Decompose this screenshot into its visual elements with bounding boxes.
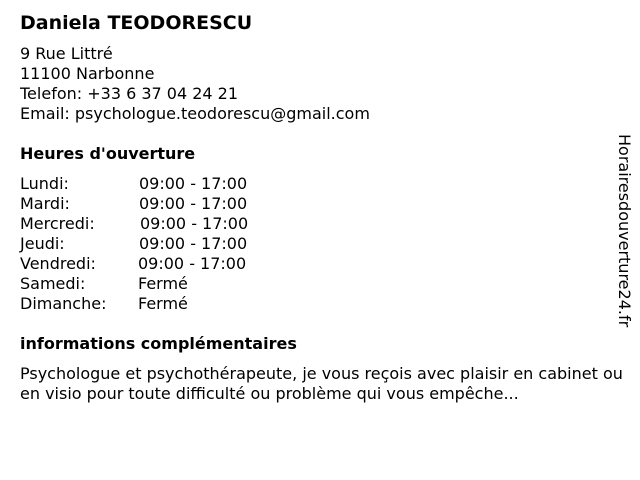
day-label: Dimanche:	[20, 294, 107, 313]
day-hours: 09:00 - 17:00	[139, 234, 248, 253]
day-hours: Fermé	[138, 294, 188, 313]
day-hours: 09:00 - 17:00	[138, 254, 247, 273]
additional-info-text: Psychologue et psychothérapeute, je vous reçois avec plaisir en cabinet ou en visio pour toute difficulté ou problème qui vous empêche...	[20, 364, 623, 403]
business-name: Daniela TEODORESCU	[20, 12, 253, 34]
day-hours: 09:00 - 17:00	[139, 174, 248, 193]
hours-row-sunday	[20, 294, 320, 314]
day-label: Samedi:	[20, 274, 86, 293]
day-label: Mercredi:	[20, 214, 95, 233]
day-label: Lundi:	[20, 174, 69, 193]
hours-row-thursday	[20, 234, 320, 254]
hours-row-saturday	[20, 274, 320, 294]
hours-row-wednesday	[20, 214, 320, 234]
hours-row-tuesday	[20, 194, 320, 214]
day-label: Jeudi:	[20, 234, 65, 253]
address-city: 11100 Narbonne	[20, 64, 155, 83]
hours-row-monday	[20, 174, 320, 194]
opening-hours-heading: Heures d'ouverture	[20, 144, 196, 163]
email-address: Email: psychologue.teodorescu@gmail.com	[20, 104, 370, 123]
additional-info-heading: informations complémentaires	[20, 334, 297, 353]
watermark-text: Horairesdouverture24.fr	[615, 134, 634, 328]
watermark	[614, 134, 634, 370]
day-label: Mardi:	[20, 194, 70, 213]
hours-row-friday	[20, 254, 320, 274]
day-hours: 09:00 - 17:00	[140, 214, 249, 233]
day-hours: 09:00 - 17:00	[139, 194, 248, 213]
day-label: Vendredi:	[20, 254, 96, 273]
day-hours: Fermé	[138, 274, 188, 293]
address-street: 9 Rue Littré	[20, 44, 113, 63]
phone-number: Telefon: +33 6 37 04 24 21	[20, 84, 239, 103]
